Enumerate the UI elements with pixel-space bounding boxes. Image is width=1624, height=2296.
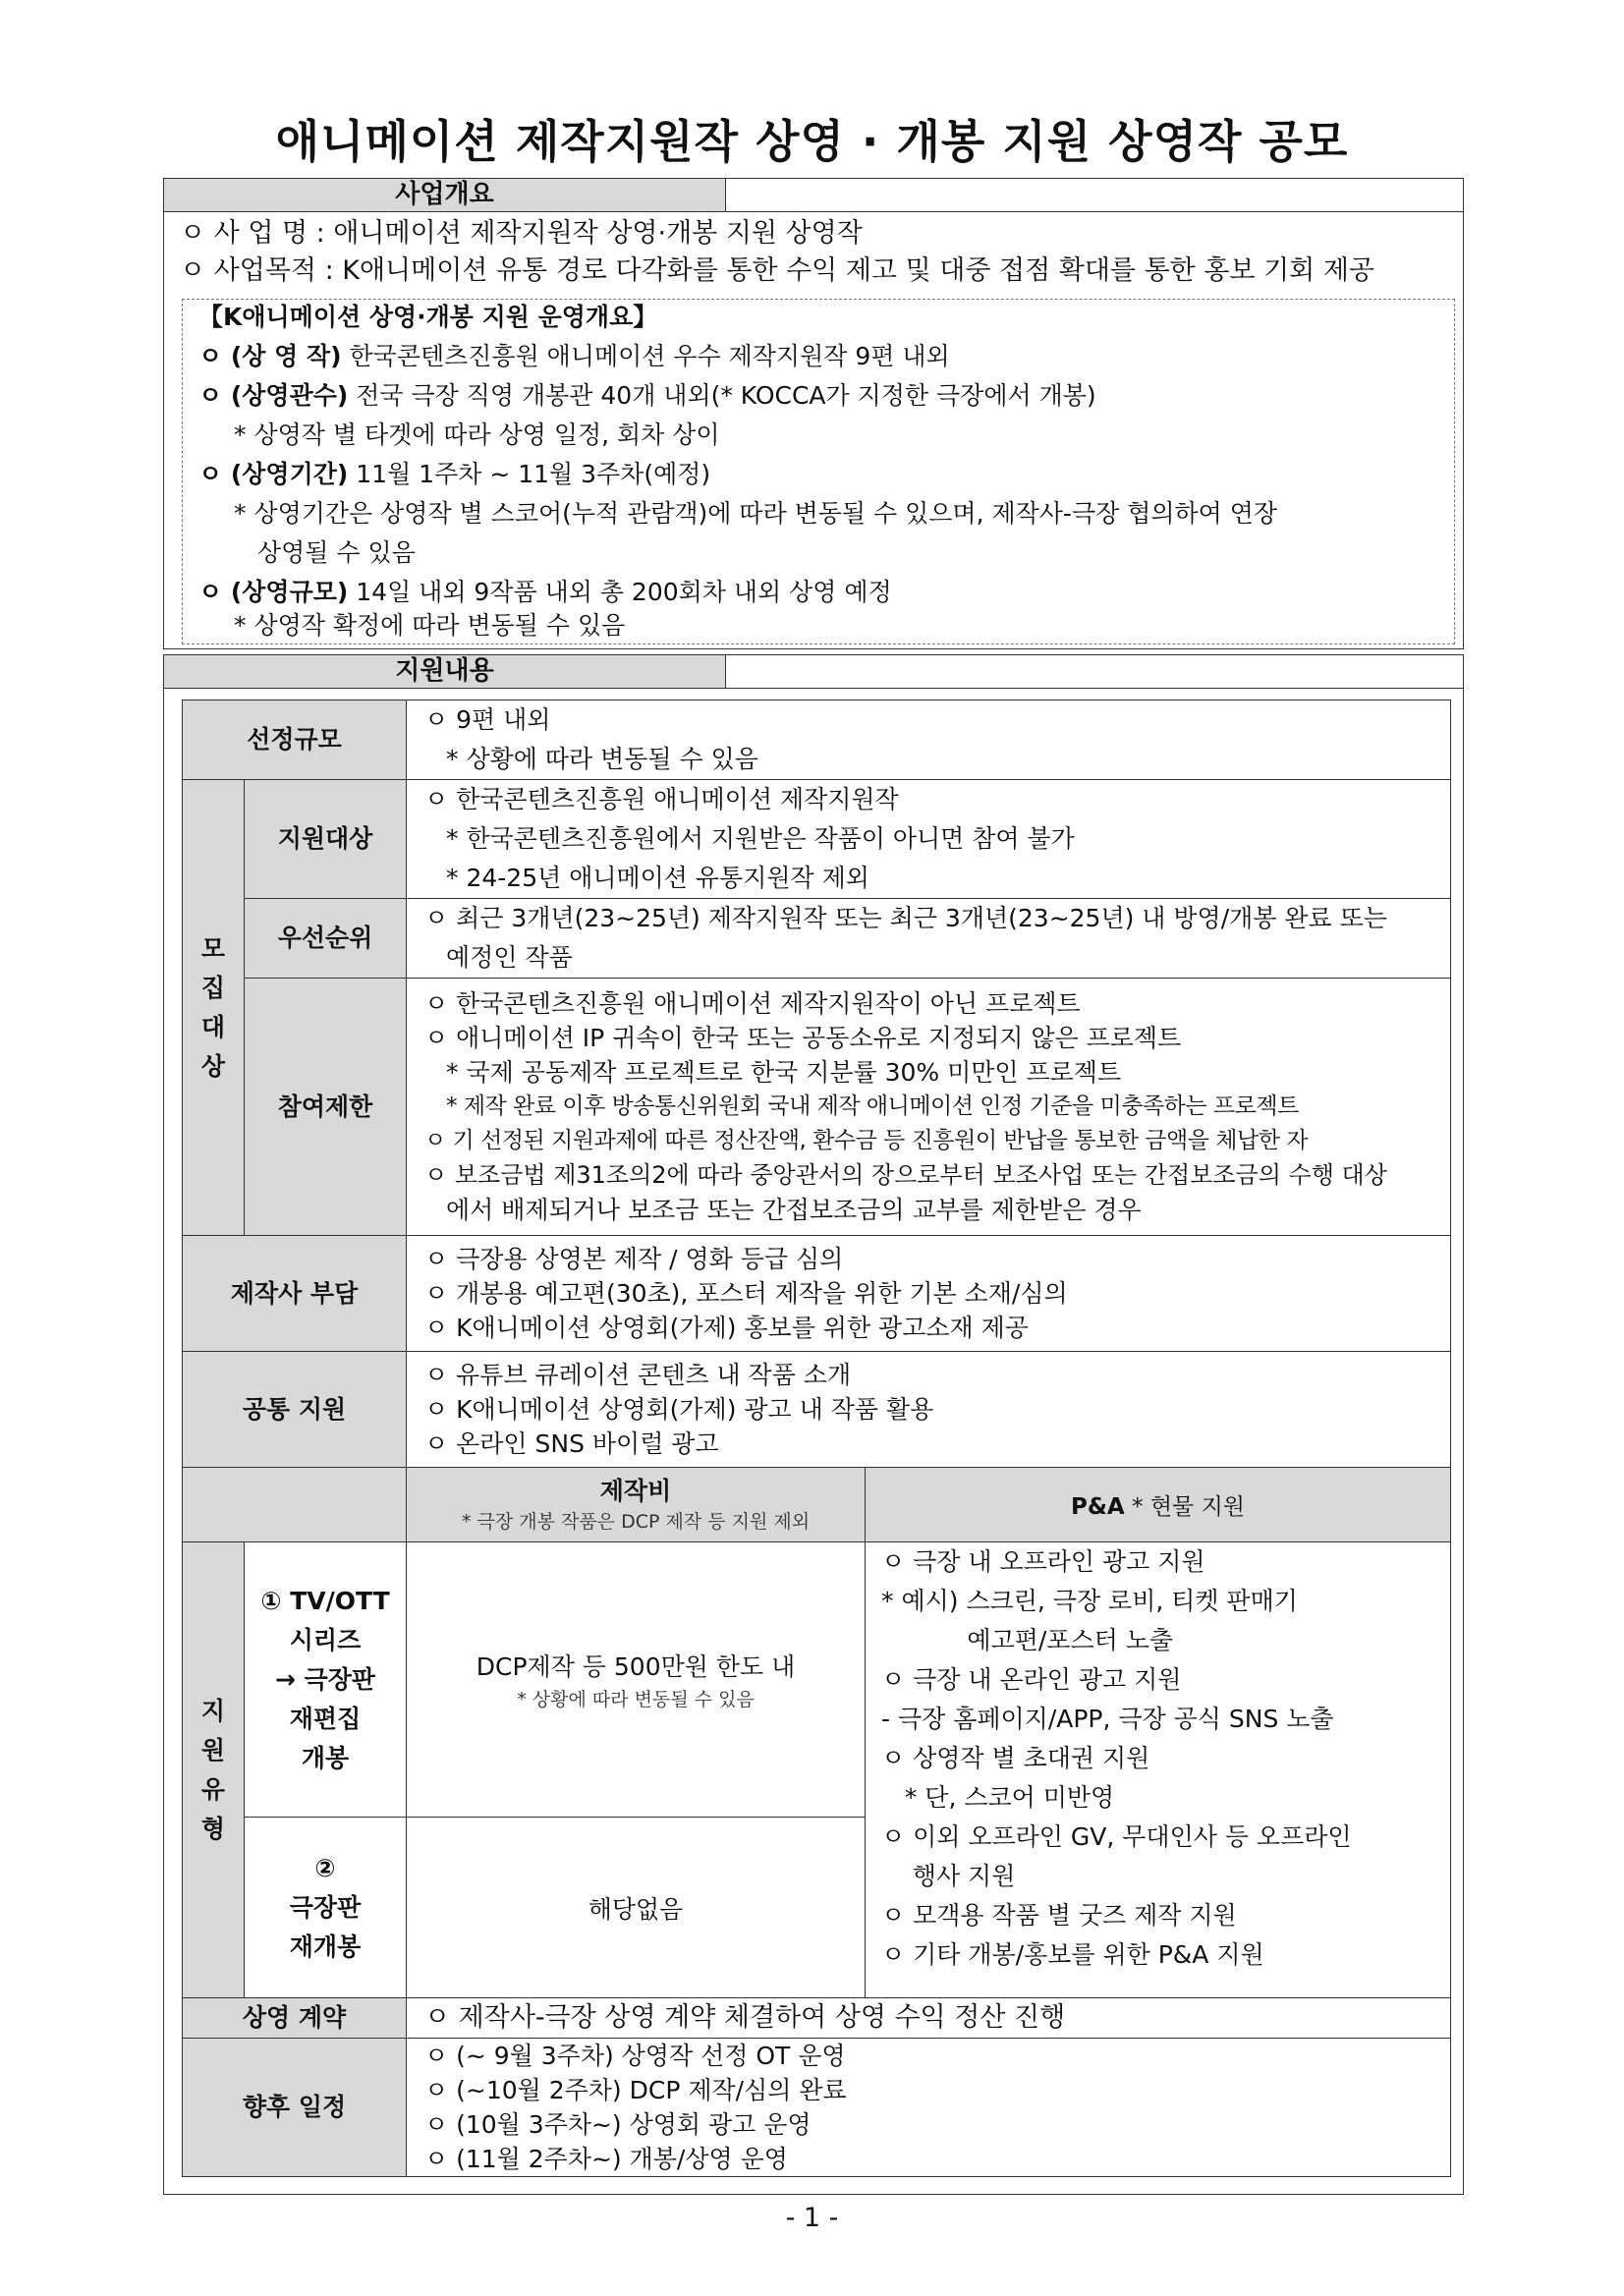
page-number: - 1 - xyxy=(785,2203,839,2233)
overview-item-scale-label: (상영규모) xyxy=(230,578,349,606)
type2-line-3: 재개봉 xyxy=(289,1932,362,1961)
overview-note-period: * 상영기간은 상영작 별 스코어(누적 관람객)에 따라 변동될 수 있으며, 제작사-극장 협의하여 연장 xyxy=(234,499,1278,528)
schedule-line-3: ㅇ (10월 3주차~) 상영회 광고 운영 xyxy=(424,2110,812,2139)
business-name-line: ㅇ 사 업 명 : 애니메이션 제작지원작 상영·개봉 지원 상영작 xyxy=(180,218,863,249)
overview-item-theaters-label: (상영관수) xyxy=(230,381,349,410)
restriction-line-4: * 제작 완료 이후 방송통신위원회 국내 제작 애니메이션 인정 기준을 미충족하는 프로젝트 xyxy=(446,1093,1299,1119)
contract-text: ㅇ 제작사-극장 상영 계약 체결하여 상영 수익 정산 진행 xyxy=(424,2002,1066,2033)
overview-item-scale: ㅇ (상영규모) 14일 내외 9작품 내외 총 200회차 내외 상영 예정 xyxy=(198,578,892,606)
restriction-label: 참여제한 xyxy=(245,979,407,1236)
pa-line-10: ㅇ 모객용 작품 별 굿즈 제작 지원 xyxy=(881,1901,1237,1930)
common-label: 공통 지원 xyxy=(183,1352,407,1468)
pa-line-1: ㅇ 극장 내 오프라인 광고 지원 xyxy=(881,1547,1205,1576)
schedule-content xyxy=(407,2039,1451,2177)
schedule-line-1: ㅇ (~ 9월 3주차) 상영작 선정 OT 운영 xyxy=(424,2042,846,2070)
target-line-1: ㅇ 한국콘텐츠진흥원 애니메이션 제작지원작 xyxy=(424,785,899,813)
schedule-line-2: ㅇ (~10월 2주차) DCP 제작/심의 완료 xyxy=(424,2076,847,2104)
common-content xyxy=(407,1352,1451,1468)
overview-header-bar xyxy=(164,179,1463,212)
recruit-vertical-label xyxy=(183,780,245,1236)
support-header: 지원내용 xyxy=(164,655,726,688)
contract-content xyxy=(407,1998,1451,2039)
pa-note: * 현물 지원 xyxy=(1124,1494,1246,1520)
type1-production xyxy=(407,1542,866,1818)
overview-note-period-cont: 상영될 수 있음 xyxy=(257,538,416,567)
type2-line-1: ② xyxy=(314,1853,336,1882)
producer-content xyxy=(407,1236,1451,1352)
support-header-bar xyxy=(164,655,1463,689)
overview-item-theaters-text: 전국 극장 직영 개봉관 40개 내외(* KOCCA가 지정한 극장에서 개봉) xyxy=(348,381,1096,410)
overview-item-films-text: 한국콘텐츠진흥원 애니메이션 우수 제작지원작 9편 내외 xyxy=(341,342,950,370)
type1-production-text: DCP제작 등 500만원 한도 내 xyxy=(476,1652,796,1681)
overview-item-period-label: (상영기간) xyxy=(230,460,349,488)
pa-line-7: * 단, 스코어 미반영 xyxy=(881,1783,1115,1812)
producer-label: 제작사 부담 xyxy=(183,1236,407,1352)
producer-line-3: ㅇ K애니메이션 상영회(가제) 홍보를 위한 광고소재 제공 xyxy=(424,1314,1029,1342)
schedule-line-4: ㅇ (11월 2주차~) 개봉/상영 운영 xyxy=(424,2145,788,2173)
pa-line-9: 행사 지원 xyxy=(881,1862,1016,1890)
overview-header: 사업개요 xyxy=(164,179,726,211)
contract-label: 상영 계약 xyxy=(183,1998,407,2039)
selection-label: 선정규모 xyxy=(183,700,407,780)
document-title: 애니메이션 제작지원작 상영 · 개봉 지원 상영작 공모 xyxy=(275,115,1349,168)
type1-line-3: → 극장판 xyxy=(274,1664,376,1694)
pa-line-3: 예고편/포스터 노출 xyxy=(881,1626,1174,1654)
type1-production-note: * 상황에 따라 변동될 수 있음 xyxy=(517,1688,755,1710)
overview-item-scale-text: 14일 내외 9작품 내외 총 200회차 내외 상영 예정 xyxy=(348,578,892,606)
overview-item-theaters: ㅇ (상영관수) 전국 극장 직영 개봉관 40개 내외(* KOCCA가 지정한 극장에서 개봉) xyxy=(198,381,1096,410)
priority-line-1: ㅇ 최근 3개년(23~25년) 제작지원작 또는 최근 3개년(23~25년) 내 방영/개봉 완료 또는 xyxy=(424,904,1387,932)
target-label: 지원대상 xyxy=(245,780,407,899)
target-line-2: * 한국콘텐츠진흥원에서 지원받은 작품이 아니면 참여 불가 xyxy=(446,824,1075,853)
production-cost-note: * 극장 개봉 작품은 DCP 제작 등 지원 제외 xyxy=(461,1510,811,1533)
type-vertical-text: 지원유형 xyxy=(200,1696,226,1843)
pa-line-2: * 예시) 스크린, 극장 로비, 티켓 판매기 xyxy=(881,1587,1298,1615)
target-line-3: * 24-25년 애니메이션 유통지원작 제외 xyxy=(446,864,869,892)
pa-line-5: - 극장 홈페이지/APP, 극장 공식 SNS 노출 xyxy=(881,1705,1334,1733)
overview-item-films: ㅇ (상 영 작) 한국콘텐츠진흥원 애니메이션 우수 제작지원작 9편 내외 xyxy=(198,342,950,370)
overview-item-period-text: 11월 1주차 ~ 11월 3주차(예정) xyxy=(348,460,711,488)
overview-note-target: * 상영작 별 타겟에 따라 상영 일정, 회차 상이 xyxy=(234,420,720,449)
business-purpose-line: ㅇ 사업목적 : K애니메이션 유통 경로 다각화를 통한 수익 제고 및 대중 접점 확대를 통한 홍보 기회 제공 xyxy=(180,255,1374,286)
type1-line-5: 개봉 xyxy=(301,1743,350,1772)
priority-line-2: 예정인 작품 xyxy=(446,943,573,972)
type-vertical-label xyxy=(183,1542,245,1998)
pa-line-6: ㅇ 상영작 별 초대권 지원 xyxy=(881,1744,1150,1772)
restriction-line-5: ㅇ 기 선정된 지원과제에 따른 정산잔액, 환수금 등 진흥원이 반납을 통보한 금액을 체납한 자 xyxy=(424,1128,1308,1153)
overview-note-scale: * 상영작 확정에 따라 변동될 수 있음 xyxy=(234,611,626,640)
selection-content xyxy=(407,700,1451,780)
priority-content xyxy=(407,899,1451,979)
restriction-line-1: ㅇ 한국콘텐츠진흥원 애니메이션 제작지원작이 아닌 프로젝트 xyxy=(424,989,1081,1018)
restriction-line-7: 에서 배제되거나 보조금 또는 간접보조금의 교부를 제한받은 경우 xyxy=(446,1196,1142,1224)
cost-header-empty xyxy=(183,1468,407,1542)
restriction-line-3: * 국제 공동제작 프로젝트로 한국 지분률 30% 미만인 프로젝트 xyxy=(446,1058,1122,1087)
producer-line-1: ㅇ 극장용 상영본 제작 / 영화 등급 심의 xyxy=(424,1245,844,1273)
overview-section xyxy=(163,178,1464,649)
restriction-line-6: ㅇ 보조금법 제31조의2에 따라 중앙관서의 장으로부터 보조사업 또는 간접보조금의 수행 대상 xyxy=(424,1161,1387,1189)
pa-line-11: ㅇ 기타 개봉/홍보를 위한 P&A 지원 xyxy=(881,1940,1264,1969)
support-table xyxy=(182,700,1451,2177)
operation-overview-title: 【K애니메이션 상영·개봉 지원 운영개요】 xyxy=(198,303,658,331)
type1-label xyxy=(245,1542,407,1818)
common-line-2: ㅇ K애니메이션 상영회(가제) 광고 내 작품 활용 xyxy=(424,1395,934,1424)
pa-title: P&A xyxy=(1071,1494,1125,1520)
overview-item-period: ㅇ (상영기간) 11월 1주차 ~ 11월 3주차(예정) xyxy=(198,460,711,488)
selection-line: ㅇ 9편 내외 xyxy=(424,705,551,734)
pa-line-4: ㅇ 극장 내 온라인 광고 지원 xyxy=(881,1665,1182,1694)
restriction-line-2: ㅇ 애니메이션 IP 귀속이 한국 또는 공동소유로 지정되지 않은 프로젝트 xyxy=(424,1024,1182,1052)
common-line-3: ㅇ 온라인 SNS 바이럴 광고 xyxy=(424,1429,719,1458)
type1-line-2: 시리즈 xyxy=(289,1625,362,1654)
pa-header xyxy=(866,1468,1451,1542)
target-content xyxy=(407,780,1451,899)
schedule-label: 향후 일정 xyxy=(183,2039,407,2177)
restriction-content xyxy=(407,979,1451,1236)
priority-label: 우선순위 xyxy=(245,899,407,979)
type2-line-2: 극장판 xyxy=(289,1892,362,1922)
type2-label xyxy=(245,1818,407,1998)
common-line-1: ㅇ 유튜브 큐레이션 콘텐츠 내 작품 소개 xyxy=(424,1361,852,1389)
producer-line-2: ㅇ 개봉용 예고편(30초), 포스터 제작을 위한 기본 소재/심의 xyxy=(424,1279,1068,1308)
production-cost-header xyxy=(407,1468,866,1542)
recruit-vertical-text: 모집대상 xyxy=(200,933,226,1081)
operation-overview-box xyxy=(182,299,1455,644)
selection-note: * 상황에 따라 변동될 수 있음 xyxy=(446,745,758,773)
pa-content xyxy=(866,1542,1451,1998)
type1-line-4: 재편집 xyxy=(289,1704,362,1733)
production-cost-title: 제작비 xyxy=(599,1476,672,1505)
type2-production: 해당없음 xyxy=(407,1818,866,1998)
type1-line-1: ① TV/OTT xyxy=(260,1586,390,1615)
overview-item-films-label: (상 영 작) xyxy=(230,342,342,370)
pa-line-8: ㅇ 이외 오프라인 GV, 무대인사 등 오프라인 xyxy=(881,1822,1352,1851)
